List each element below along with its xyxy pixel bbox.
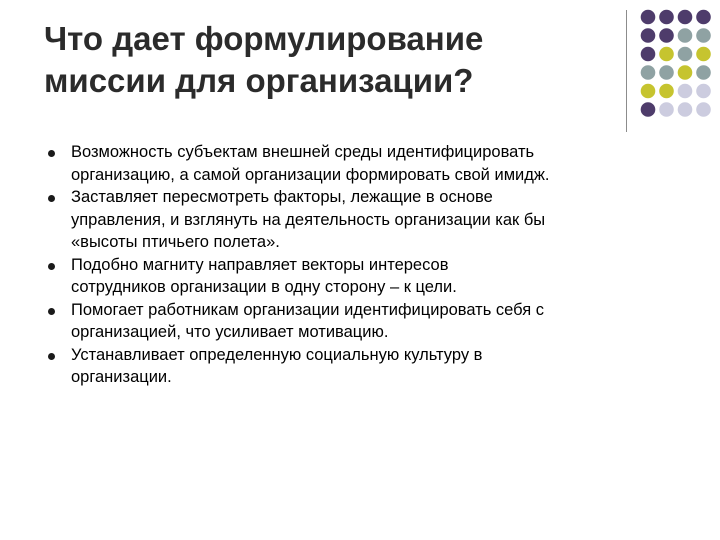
bullet-icon — [48, 353, 55, 360]
bullet-line: управления, и взглянуть на деятельность организации как бы — [71, 210, 546, 229]
decorative-dot — [659, 102, 674, 117]
bullet-item — [48, 344, 698, 389]
decorative-divider — [626, 10, 627, 132]
decorative-dot — [678, 65, 693, 80]
bullet-icon — [48, 195, 55, 202]
decorative-dot — [696, 47, 711, 62]
decorative-dot — [659, 65, 674, 80]
bullet-line: Устанавливает определенную социальную культуру в — [71, 345, 483, 364]
decorative-dot — [678, 84, 693, 99]
bullet-line: Помогает работникам организации идентифицировать себя с — [71, 300, 545, 319]
decorative-dot — [641, 10, 656, 25]
decorative-dot — [659, 84, 674, 99]
decorative-dot — [659, 28, 674, 43]
bullet-line: сотрудников организации в одну сторону – к цели. — [71, 278, 457, 296]
decorative-dot — [696, 84, 711, 99]
bullet-item — [48, 186, 698, 254]
bullet-line: «высоты птичьего полета». — [71, 233, 280, 251]
bullet-item — [48, 254, 698, 299]
bullet-icon — [48, 263, 55, 270]
bullet-line: организацию, а самой организации формировать свой имидж. — [71, 165, 550, 184]
decorative-dot — [641, 65, 656, 80]
decorative-dot — [641, 84, 656, 99]
decorative-dot — [696, 28, 711, 43]
title-line-2: миссии для организации? — [44, 62, 474, 99]
bullet-item — [48, 141, 698, 186]
decorative-dot — [678, 47, 693, 62]
slide-title — [44, 18, 604, 102]
bullet-line: Заставляет пересмотреть факторы, лежащие в основе — [71, 188, 493, 206]
title-line-1: Что дает формулирование — [44, 20, 484, 57]
decorative-dot — [678, 102, 693, 117]
decorative-dot — [659, 47, 674, 62]
decorative-dot — [641, 102, 656, 117]
bullet-line: Подобно магниту направляет векторы интересов — [71, 255, 449, 274]
decorative-dot — [641, 28, 656, 43]
decorative-dot — [696, 10, 711, 25]
decorative-dot — [659, 10, 674, 25]
decorative-dot — [696, 102, 711, 117]
bullet-line: организации. — [71, 368, 172, 386]
bullet-icon — [48, 308, 55, 315]
decorative-dot — [641, 47, 656, 62]
bullet-list — [48, 141, 698, 389]
decorative-dot — [678, 10, 693, 25]
decorative-dot — [678, 28, 693, 43]
bullet-item — [48, 299, 698, 344]
bullet-line: организацией, что усиливает мотивацию. — [71, 323, 389, 341]
bullet-line: Возможность субъектам внешней среды идентифицировать — [71, 143, 535, 161]
decorative-dot-grid — [640, 8, 720, 118]
bullet-icon — [48, 150, 55, 157]
decorative-dot — [696, 65, 711, 80]
